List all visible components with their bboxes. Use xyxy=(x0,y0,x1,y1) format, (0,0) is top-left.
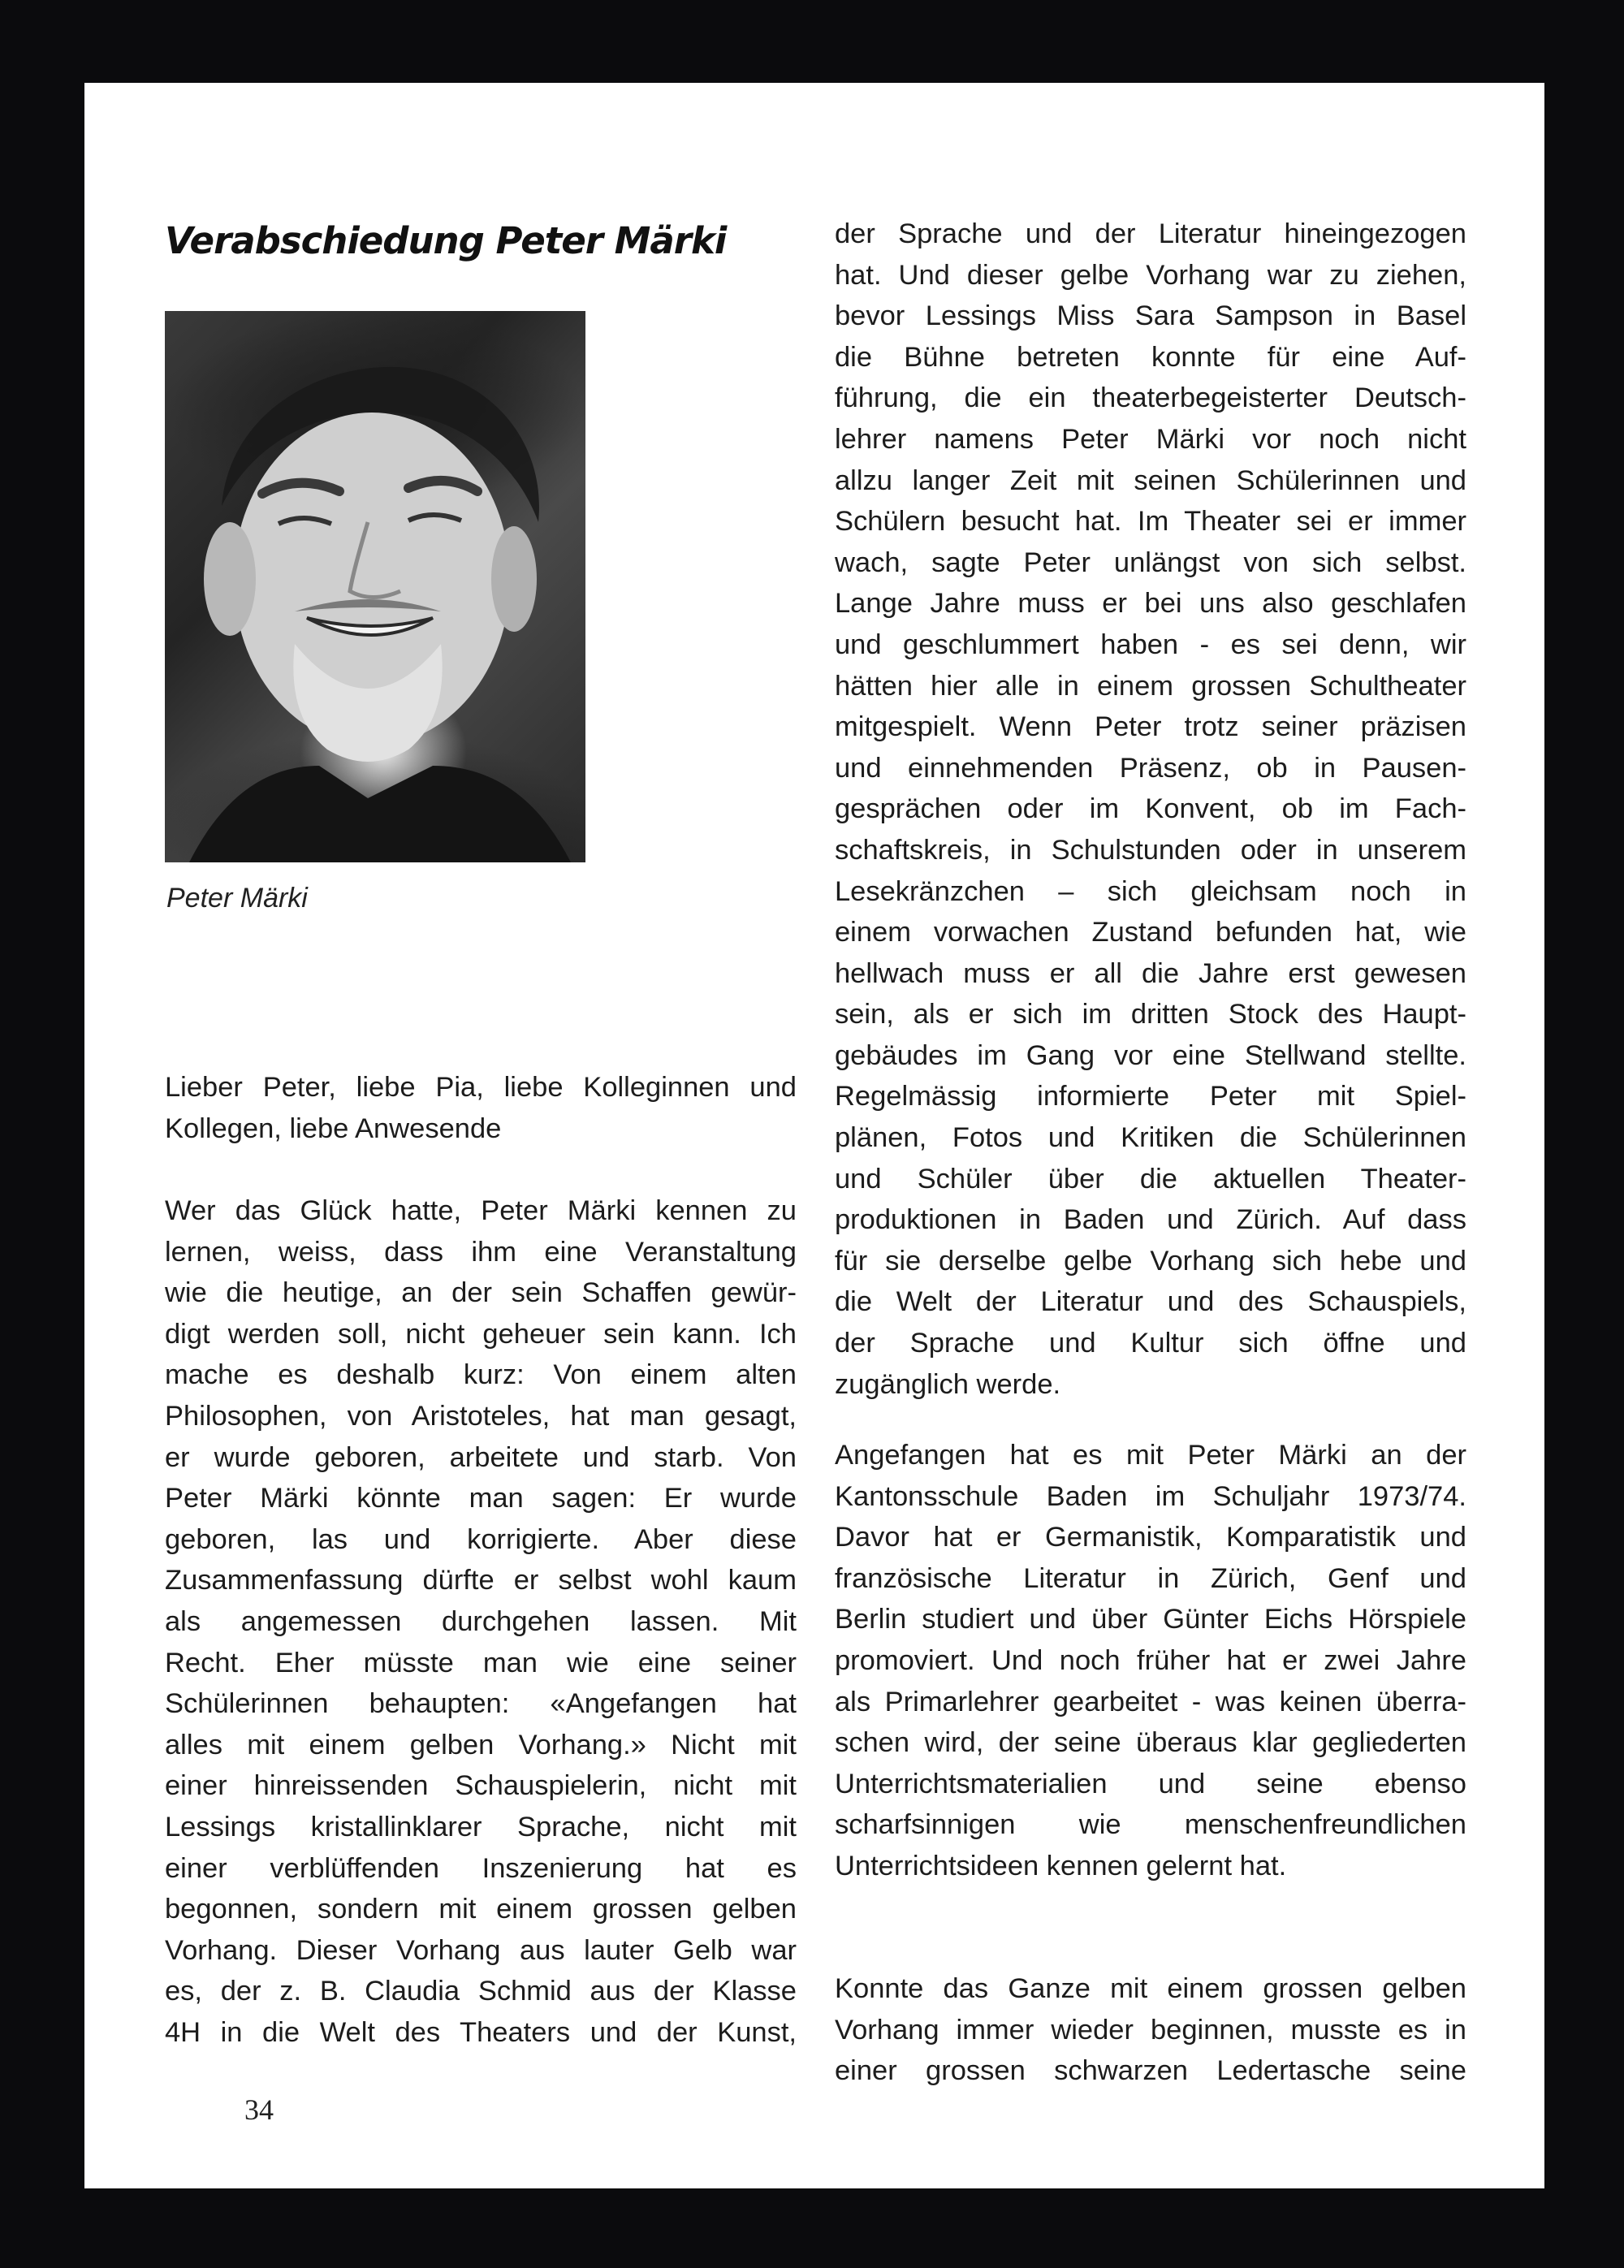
text-line: Konnte das Ganze mit einem grossen gelben xyxy=(835,1973,1466,2004)
text-line: hätten hier alle in einem grossen Schultheater xyxy=(835,670,1466,702)
text-line: zugänglich werde. xyxy=(835,1368,1061,1400)
text-line: 4H in die Welt des Theaters und der Kunst, xyxy=(165,2016,797,2048)
body-paragraph xyxy=(165,1190,797,2053)
text-line: und einnehmenden Präsenz, ob in Pausen- xyxy=(835,752,1466,784)
text-line: Kantonsschule Baden im Schuljahr 1973/74. xyxy=(835,1480,1466,1512)
text-line: Berlin studiert und über Günter Eichs Hörspiele xyxy=(835,1604,1466,1635)
text-line: Recht. Eher müsste man wie eine seiner xyxy=(165,1647,797,1678)
text-line: einer verblüffenden Inszenierung hat es xyxy=(165,1852,797,1884)
text-line: bevor Lessings Miss Sara Sampson in Basel xyxy=(835,300,1466,332)
text-line: und Schüler über die aktuellen Theater- xyxy=(835,1163,1466,1194)
text-line: gesprächen oder im Konvent, ob im Fach- xyxy=(835,793,1466,825)
text-line: er wurde geboren, arbeitete und starb. Von xyxy=(165,1441,797,1473)
article-title: Verabschiedung Peter Märki xyxy=(165,219,727,262)
text-line: Kollegen, liebe Anwesende xyxy=(165,1112,502,1144)
greeting-paragraph xyxy=(165,1067,797,1149)
portrait-photo xyxy=(165,311,585,862)
text-line: einer grossen schwarzen Ledertasche seine xyxy=(835,2055,1466,2087)
text-line: Schülerinnen behaupten: «Angefangen hat xyxy=(165,1688,797,1720)
text-line: und geschlummert haben - es sei denn, wir xyxy=(835,629,1466,660)
text-line: geboren, las und korrigierte. Aber diese xyxy=(165,1523,797,1555)
text-line: Regelmässig informierte Peter mit Spiel- xyxy=(835,1081,1466,1112)
text-line: einer hinreissenden Schauspielerin, nicht mit xyxy=(165,1770,797,1802)
text-line: die Welt der Literatur und des Schauspiels, xyxy=(835,1286,1466,1318)
text-line: Lange Jahre muss er bei uns also geschlafen xyxy=(835,588,1466,620)
text-line: als angemessen durchgehen lassen. Mit xyxy=(165,1605,797,1637)
text-line: Schülern besucht hat. Im Theater sei er immer xyxy=(835,506,1466,538)
text-line: für sie derselbe gelbe Vorhang sich hebe und xyxy=(835,1245,1466,1277)
text-line: wach, sagte Peter unlängst von sich selbst. xyxy=(835,546,1466,578)
body-paragraph xyxy=(835,1435,1466,1887)
text-line: als Primarlehrer gearbeitet - was keinen überra- xyxy=(835,1686,1466,1717)
text-line: sein, als er sich im dritten Stock des Haupt- xyxy=(835,999,1466,1030)
text-line: allzu langer Zeit mit seinen Schülerinnen und xyxy=(835,464,1466,496)
text-line: promoviert. Und noch früher hat er zwei Jahre xyxy=(835,1644,1466,1676)
text-line: scharfsinnigen wie menschenfreundlichen xyxy=(835,1809,1466,1841)
text-line: Unterrichtsideen kennen gelernt hat. xyxy=(835,1850,1287,1881)
text-line: der Sprache und Kultur sich öffne und xyxy=(835,1328,1466,1359)
body-paragraph xyxy=(835,214,1466,1405)
text-line: produktionen in Baden und Zürich. Auf dass xyxy=(835,1204,1466,1236)
text-line: Peter Märki könnte man sagen: Er wurde xyxy=(165,1483,797,1514)
photo-caption: Peter Märki xyxy=(166,883,308,914)
text-line: es, der z. B. Claudia Schmid aus der Klasse xyxy=(165,1976,797,2007)
text-line: führung, die ein theaterbegeisterter Deutsch- xyxy=(835,382,1466,414)
body-paragraph xyxy=(835,1968,1466,2092)
text-line: hat. Und dieser gelbe Vorhang war zu ziehen, xyxy=(835,259,1466,291)
text-line: lernen, weiss, dass ihm eine Veranstaltung xyxy=(165,1236,797,1268)
text-line: Lessings kristallinklarer Sprache, nicht mit xyxy=(165,1811,797,1842)
text-line: alles mit einem gelben Vorhang.» Nicht mit xyxy=(165,1729,797,1760)
text-line: wie die heutige, an der sein Schaffen gewür- xyxy=(165,1277,797,1309)
text-line: digt werden soll, nicht geheuer sein kann. Ich xyxy=(165,1318,797,1350)
text-line: einem vorwachen Zustand befunden hat, wie xyxy=(835,917,1466,948)
text-line: Davor hat er Germanistik, Komparatistik und xyxy=(835,1522,1466,1553)
text-line: der Sprache und der Literatur hineingezogen xyxy=(835,218,1466,249)
text-line: Vorhang immer wieder beginnen, musste es in xyxy=(835,2014,1466,2046)
text-line: lehrer namens Peter Märki vor noch nicht xyxy=(835,423,1466,455)
text-line: schen wird, der seine überaus klar gegliederten xyxy=(835,1727,1466,1759)
text-line: schaftskreis, in Schulstunden oder in unserem xyxy=(835,834,1466,866)
text-line: Zusammenfassung dürfte er selbst wohl kaum xyxy=(165,1565,797,1596)
text-line: Philosophen, von Aristoteles, hat man gesagt, xyxy=(165,1400,797,1432)
text-line: Angefangen hat es mit Peter Märki an der xyxy=(835,1440,1466,1471)
text-line: französische Literatur in Zürich, Genf und xyxy=(835,1562,1466,1594)
text-line: Unterrichtsmaterialien und seine ebenso xyxy=(835,1768,1466,1799)
text-line: begonnen, sondern mit einem grossen gelben xyxy=(165,1894,797,1925)
text-line: mitgespielt. Wenn Peter trotz seiner präzisen xyxy=(835,711,1466,743)
text-line: Lesekränzchen – sich gleichsam noch in xyxy=(835,875,1466,907)
text-line: Wer das Glück hatte, Peter Märki kennen zu xyxy=(165,1195,797,1226)
text-line: plänen, Fotos und Kritiken die Schülerinnen xyxy=(835,1122,1466,1154)
text-line: gebäudes im Gang vor eine Stellwand stellte. xyxy=(835,1039,1466,1071)
portrait-image-icon xyxy=(165,311,585,862)
text-line: Lieber Peter, liebe Pia, liebe Kolleginnen und xyxy=(165,1072,797,1103)
document-page xyxy=(84,83,1544,2188)
text-line: mache es deshalb kurz: Von einem alten xyxy=(165,1359,797,1391)
text-line: Vorhang. Dieser Vorhang aus lauter Gelb war xyxy=(165,1934,797,1966)
text-line: die Bühne betreten konnte für eine Auf- xyxy=(835,341,1466,373)
page-number: 34 xyxy=(244,2093,274,2126)
text-line: hellwach muss er all die Jahre erst gewesen xyxy=(835,957,1466,989)
